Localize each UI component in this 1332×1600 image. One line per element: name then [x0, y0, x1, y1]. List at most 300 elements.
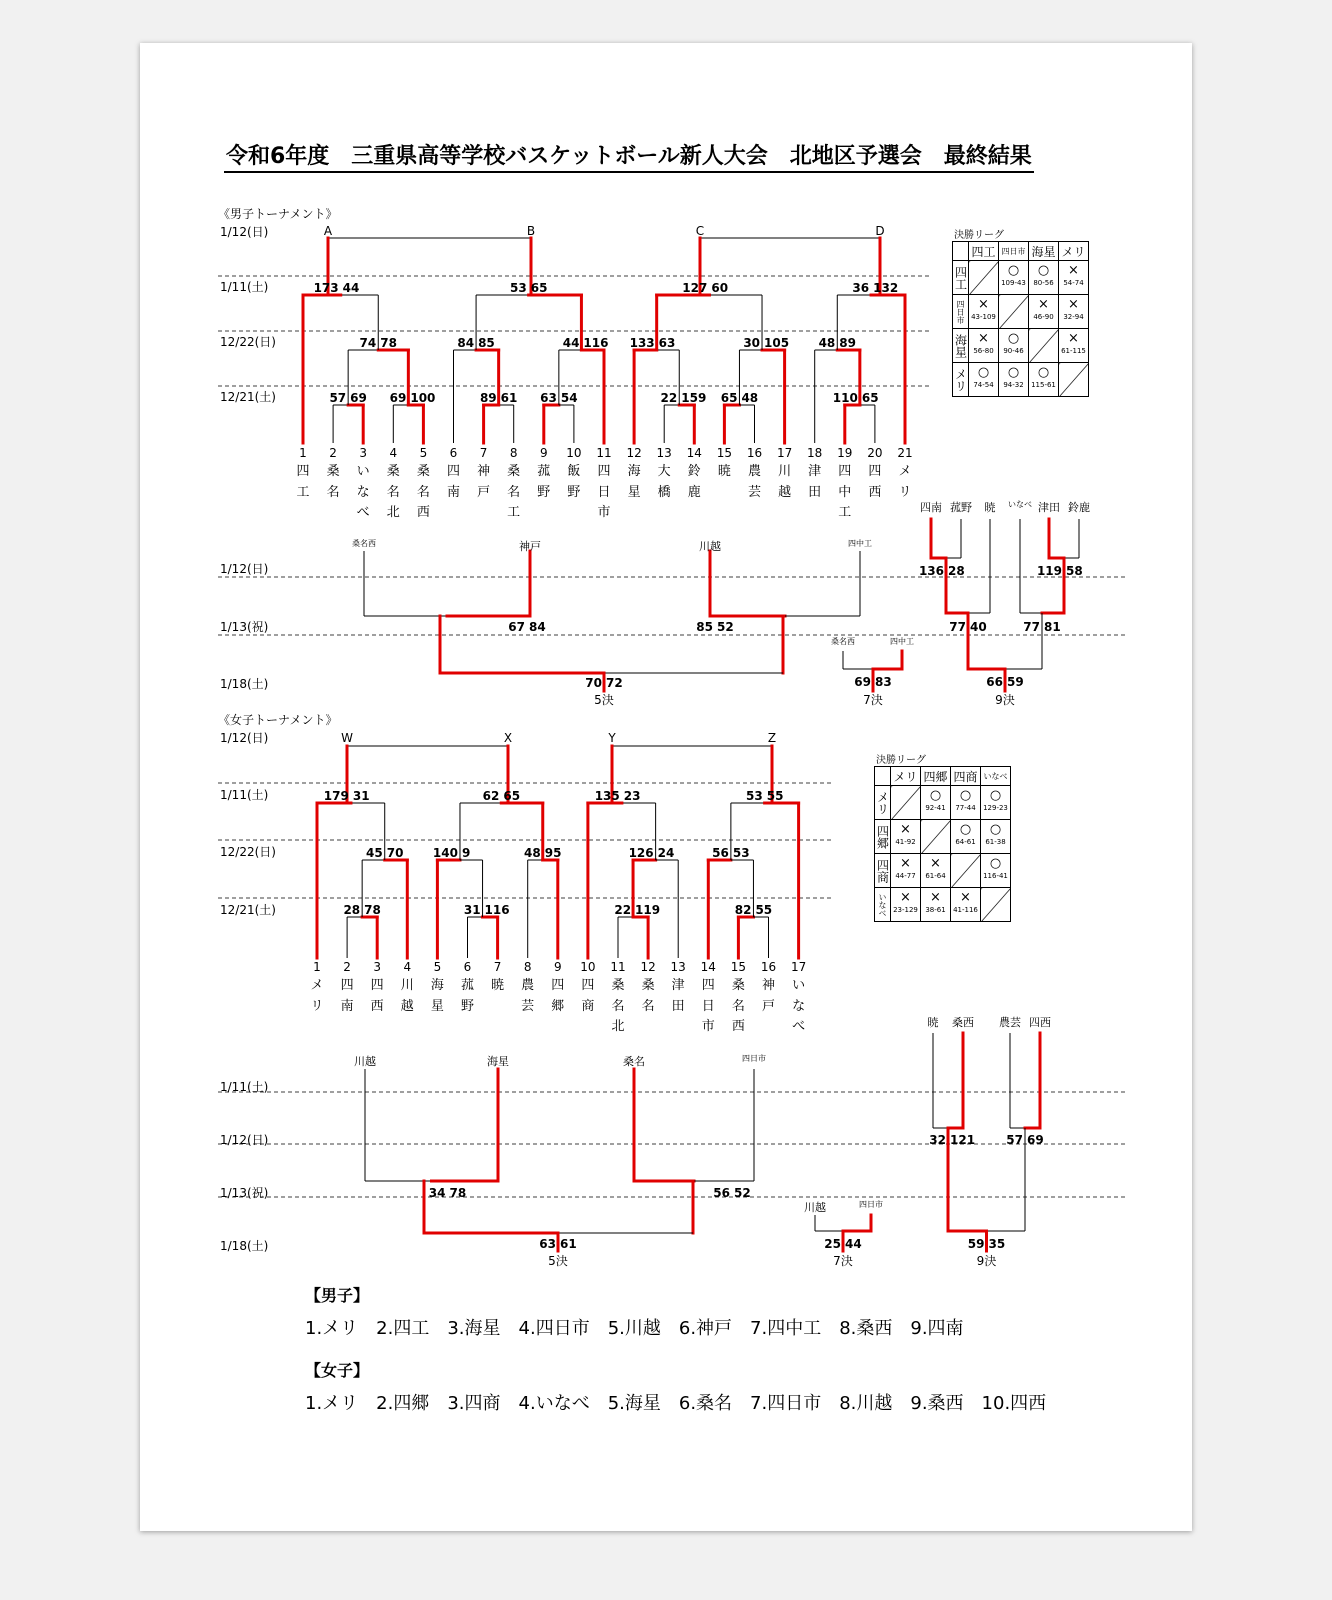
- girls-results-header: 【女子】: [305, 1361, 370, 1380]
- league-cell: [1029, 261, 1059, 295]
- boys-p5-semi-0-score-left: 67: [508, 620, 525, 634]
- boys-r1-1-score-right: 100: [410, 391, 436, 405]
- boys-team-7: 神戸: [477, 464, 491, 500]
- boys-seed-4: 4: [389, 446, 398, 460]
- league-score: 109-43: [1001, 279, 1026, 287]
- league-mark: ×: [900, 890, 911, 905]
- girls-section-label: 《女子トーナメント》: [218, 713, 338, 727]
- boys-p9-r1-1-score-right: 58: [1066, 564, 1083, 578]
- girls-r1-3-score-left: 82: [734, 903, 752, 917]
- league-mark: ○: [959, 822, 972, 837]
- girls-seed-11: 11: [610, 960, 626, 974]
- league-mark: ○: [1007, 263, 1020, 278]
- league-mark: ○: [1007, 331, 1020, 346]
- league-mark: ○: [1037, 365, 1050, 380]
- league-mark: ○: [929, 788, 942, 803]
- boys-r1-5-score-left: 65: [720, 391, 738, 405]
- boys-p9-label: 9決: [995, 693, 1015, 707]
- girls-seed-5: 5: [433, 960, 442, 974]
- boys-r3-2-score-right: 60: [711, 281, 729, 295]
- girls-seed-8: 8: [523, 960, 532, 974]
- boys-r3-2-score-left: 127: [682, 281, 708, 295]
- league-score: 41-116: [953, 906, 978, 914]
- league-diagonal-cell: [891, 786, 921, 820]
- girls-team-6: 菰野: [460, 978, 474, 1014]
- league-score: 56-80: [973, 347, 994, 355]
- boys-r2-0-score-right: 78: [380, 336, 397, 350]
- boys-r3-3-score-left: 36: [852, 281, 870, 295]
- boys-p5-final-score-left: 70: [585, 676, 602, 690]
- league-col-header: 四郷: [921, 767, 951, 786]
- league-score: 80-56: [1033, 279, 1054, 287]
- boys-p9-final-score-right: 59: [1007, 675, 1024, 689]
- girls-seed-17: 17: [790, 960, 807, 974]
- league-score: 92-41: [925, 804, 946, 812]
- league-cell: [951, 820, 981, 854]
- girls-team-4: 川越: [400, 978, 414, 1014]
- league-cell: [1059, 329, 1089, 363]
- girls-league-table: [874, 766, 1011, 922]
- league-score: 32-94: [1063, 313, 1084, 321]
- boys-team-8: 桑名工: [507, 464, 521, 520]
- girls-team-15: 桑名西: [731, 978, 745, 1034]
- girls-team-5: 海星: [430, 978, 444, 1014]
- boys-p5-team-0: 桑名西: [352, 539, 376, 548]
- league-mark: ×: [930, 856, 941, 871]
- boys-seed-2: 2: [329, 446, 337, 460]
- girls-p5-label: 5決: [548, 1254, 568, 1268]
- league-mark: ×: [1038, 297, 1049, 312]
- boys-section-label: 《男子トーナメント》: [218, 207, 338, 221]
- league-cell: [891, 888, 921, 922]
- girls-results-line: 1.メリ 2.四郷 3.四商 4.いなべ 5.海星 6.桑名 7.四日市 8.川越 9.桑西 10.四西: [305, 1393, 1047, 1414]
- boys-date-2: 12/22(日): [220, 335, 276, 349]
- league-col-header: 四商: [951, 767, 981, 786]
- boys-seed-8: 8: [509, 446, 518, 460]
- girls-p5-team-2: 桑名: [623, 1055, 645, 1068]
- girls-block-1: X: [503, 731, 513, 745]
- boys-r1-0-score-right: 69: [350, 391, 367, 405]
- girls-team-8: 農芸: [521, 978, 535, 1014]
- girls-seed-3: 3: [373, 960, 382, 974]
- girls-r3-2-score-left: 135: [594, 789, 620, 803]
- boys-league-title: 決勝リーグ: [954, 230, 1004, 241]
- girls-seed-6: 6: [463, 960, 472, 974]
- boys-seed-12: 12: [626, 446, 642, 460]
- girls-r3-1-score-right: 65: [503, 789, 521, 803]
- boys-seed-19: 19: [837, 446, 853, 460]
- boys-block-0: A: [323, 224, 333, 238]
- boys-r2-1-score-left: 84: [457, 336, 475, 350]
- league-cell: [921, 786, 951, 820]
- boys-p7-team-1: 四中工: [890, 637, 914, 646]
- girls-r3-3-score-left: 53: [746, 789, 763, 803]
- boys-p9-team-3: いなべ: [1008, 500, 1032, 509]
- league-diagonal-cell: [921, 820, 951, 854]
- girls-team-13: 津田: [671, 978, 685, 1014]
- girls-team-1: メリ: [310, 978, 324, 1014]
- girls-team-2: 四南: [340, 978, 354, 1014]
- girls-r1-1-score-left: 31: [463, 903, 481, 917]
- boys-r3-1-score-right: 65: [530, 281, 548, 295]
- boys-team-12: 海星: [627, 464, 641, 500]
- league-cell: [951, 888, 981, 922]
- league-cell: [981, 854, 1011, 888]
- league-cell: [981, 820, 1011, 854]
- league-row-header: 四郷: [875, 820, 891, 854]
- league-col-header: いなべ: [981, 767, 1011, 786]
- league-score: 61-38: [985, 838, 1006, 846]
- league-col-header: 海星: [1029, 242, 1059, 261]
- girls-block-0: W: [341, 731, 353, 745]
- boys-r1-2-score-right: 61: [500, 391, 518, 405]
- girls-r3-2-score-right: 23: [623, 789, 641, 803]
- league-score: 23-129: [893, 906, 918, 914]
- league-score: 116-41: [983, 872, 1008, 880]
- girls-seed-15: 15: [730, 960, 747, 974]
- boys-r2-0-score-left: 74: [359, 336, 377, 350]
- league-cell: [1029, 363, 1059, 397]
- girls-p9-team-0: 暁: [927, 1016, 939, 1029]
- league-col-header: 四工: [969, 242, 999, 261]
- boys-team-9: 菰野: [537, 464, 551, 500]
- girls-p9-r1-0-score-left: 32: [929, 1133, 946, 1147]
- girls-p5-semi-0-score-left: 34: [428, 1186, 446, 1200]
- girls-p7-team-1: 四日市: [859, 1200, 883, 1209]
- boys-r2-4-score-right: 105: [764, 336, 790, 350]
- league-mark: ×: [1068, 331, 1079, 346]
- boys-p9-team-2: 暁: [984, 501, 996, 514]
- league-row-header: いなべ: [875, 888, 891, 922]
- league-corner: [875, 767, 891, 786]
- boys-block-1: B: [526, 224, 536, 238]
- girls-seed-7: 7: [493, 960, 502, 974]
- boys-r2-2-score-left: 44: [562, 336, 580, 350]
- girls-p9-r1-1-score-left: 57: [1006, 1133, 1023, 1147]
- girls-seed-9: 9: [553, 960, 562, 974]
- boys-team-15: 暁: [717, 464, 731, 479]
- boys-p5-final-score-right: 72: [606, 676, 623, 690]
- girls-league-title: 決勝リーグ: [876, 755, 926, 766]
- league-score: 46-90: [1033, 313, 1054, 321]
- girls-date-2: 12/22(日): [220, 845, 276, 859]
- league-row-header: 四商: [875, 854, 891, 888]
- league-score: 94-32: [1003, 381, 1024, 389]
- boys-p5-team-3: 四中工: [848, 539, 872, 548]
- girls-p-date-0: 1/11(土): [220, 1080, 269, 1094]
- league-col-header: 四日市: [999, 242, 1029, 261]
- boys-r2-1-score-right: 85: [478, 336, 495, 350]
- girls-r3-0-score-left: 179: [323, 789, 349, 803]
- girls-seed-13: 13: [670, 960, 686, 974]
- girls-r2-0-score-right: 70: [386, 846, 404, 860]
- girls-block-3: Z: [767, 731, 777, 745]
- league-mark: ○: [1037, 263, 1050, 278]
- girls-p5-team-0: 川越: [354, 1055, 376, 1068]
- boys-p5-team-1: 神戸: [519, 540, 541, 553]
- girls-seed-12: 12: [640, 960, 656, 974]
- league-mark: ○: [959, 788, 972, 803]
- boys-seed-11: 11: [596, 446, 612, 460]
- boys-p5-semi-0-score-right: 84: [529, 620, 546, 634]
- league-corner: [953, 242, 969, 261]
- boys-team-13: 大橋: [657, 464, 671, 500]
- boys-p7-label: 7決: [863, 693, 883, 707]
- boys-r3-0-score-right: 44: [342, 281, 360, 295]
- girls-seed-4: 4: [403, 960, 412, 974]
- boys-r3-3-score-right: 132: [873, 281, 899, 295]
- girls-p9-final-score-left: 59: [967, 1237, 985, 1251]
- girls-team-14: 四日市: [701, 978, 715, 1034]
- girls-p-date-2: 1/13(祝): [220, 1186, 269, 1200]
- league-score: 77-44: [955, 804, 976, 812]
- league-cell: [921, 888, 951, 922]
- girls-p7-final-score-left: 25: [824, 1237, 841, 1251]
- boys-team-3: いなべ: [356, 464, 370, 520]
- boys-r1-5-score-right: 48: [741, 391, 759, 405]
- boys-p9-r2-0-score-left: 77: [949, 620, 966, 634]
- girls-p5-semi-0-score-right: 78: [449, 1186, 467, 1200]
- boys-p9-r1-0-score-right: 28: [948, 564, 965, 578]
- girls-p9-r1-0-score-right: 121: [950, 1133, 976, 1147]
- girls-team-7: 暁: [491, 978, 505, 993]
- league-row-header: メリ: [953, 363, 969, 397]
- league-cell: [999, 261, 1029, 295]
- boys-seed-13: 13: [656, 446, 672, 460]
- girls-seed-1: 1: [313, 960, 321, 974]
- league-score: 44-77: [895, 872, 916, 880]
- girls-p5-semi-1-score-left: 56: [713, 1186, 730, 1200]
- boys-p9-r2-1-score-left: 77: [1023, 620, 1040, 634]
- girls-r2-2-score-right: 95: [544, 846, 562, 860]
- league-diagonal-cell: [999, 295, 1029, 329]
- boys-r1-1-score-left: 69: [389, 391, 407, 405]
- boys-p9-team-0: 四南: [920, 501, 942, 514]
- boys-seed-18: 18: [807, 446, 823, 460]
- league-score: 74-54: [973, 381, 994, 389]
- girls-p5-final-score-right: 61: [560, 1237, 577, 1251]
- boys-r1-4-score-right: 159: [681, 391, 707, 405]
- girls-p-date-3: 1/18(土): [220, 1239, 269, 1253]
- boys-team-1: 四工: [296, 464, 310, 500]
- boys-team-20: 四西: [868, 464, 882, 500]
- girls-p7-final-score-right: 44: [845, 1237, 862, 1251]
- boys-team-4: 桑名北: [386, 464, 400, 520]
- boys-r1-6-score-right: 65: [861, 391, 879, 405]
- league-mark: ○: [1007, 365, 1020, 380]
- boys-team-2: 桑名: [326, 464, 340, 500]
- girls-p9-label: 9決: [976, 1254, 997, 1268]
- boys-seed-14: 14: [686, 446, 702, 460]
- league-score: 54-74: [1063, 279, 1084, 287]
- girls-team-3: 四西: [370, 978, 384, 1014]
- league-mark: ○: [989, 856, 1002, 871]
- league-score: 43-109: [971, 313, 996, 321]
- league-mark: ×: [978, 331, 989, 346]
- boys-p9-r1-1-score-left: 119: [1036, 564, 1062, 578]
- girls-p9-team-2: 農芸: [999, 1016, 1021, 1029]
- boys-p9-r2-0-score-right: 40: [970, 620, 987, 634]
- league-score: 64-61: [955, 838, 976, 846]
- girls-date-3: 12/21(土): [220, 903, 276, 917]
- girls-seed-2: 2: [343, 960, 351, 974]
- boys-p5-semi-1-score-right: 52: [717, 620, 734, 634]
- league-cell: [999, 329, 1029, 363]
- girls-team-17: いなべ: [792, 978, 806, 1034]
- girls-r1-3-score-right: 55: [755, 903, 773, 917]
- league-score: 38-61: [925, 906, 946, 914]
- boys-r3-0-score-left: 173: [313, 281, 339, 295]
- girls-r1-2-score-left: 22: [614, 903, 632, 917]
- boys-p9-team-5: 鈴鹿: [1068, 501, 1090, 514]
- league-mark: ×: [930, 890, 941, 905]
- girls-r2-3-score-right: 24: [657, 846, 675, 860]
- boys-p9-r1-0-score-left: 136: [918, 564, 944, 578]
- girls-seed-10: 10: [580, 960, 596, 974]
- boys-r1-3-score-right: 54: [560, 391, 578, 405]
- boys-r1-2-score-left: 89: [479, 391, 497, 405]
- girls-r2-2-score-left: 48: [524, 846, 541, 860]
- league-mark: ×: [1068, 263, 1079, 278]
- girls-date-1: 1/11(土): [220, 788, 269, 802]
- boys-p7-final-score-right: 83: [875, 675, 892, 689]
- boys-r2-3-score-left: 133: [629, 336, 655, 350]
- boys-seed-15: 15: [716, 446, 733, 460]
- boys-p9-team-4: 津田: [1038, 501, 1060, 514]
- league-cell: [921, 854, 951, 888]
- league-row-header: 海星: [953, 329, 969, 363]
- boys-team-16: 農芸: [747, 464, 761, 500]
- boys-r1-0-score-left: 57: [329, 391, 347, 405]
- league-cell: [999, 363, 1029, 397]
- league-row-header: 四日市: [953, 295, 969, 329]
- boys-seed-5: 5: [419, 446, 428, 460]
- girls-p-date-1: 1/12(日): [220, 1133, 269, 1147]
- league-cell: [891, 820, 921, 854]
- boys-r3-1-score-left: 53: [510, 281, 527, 295]
- girls-block-2: Y: [608, 731, 616, 745]
- league-mark: ○: [989, 788, 1002, 803]
- boys-p9-team-1: 菰野: [950, 501, 972, 514]
- girls-p9-r1-1-score-right: 69: [1027, 1133, 1044, 1147]
- boys-team-6: 四南: [446, 464, 460, 500]
- girls-r1-2-score-right: 119: [635, 903, 661, 917]
- boys-league-table: [952, 241, 1089, 397]
- league-col-header: メリ: [1059, 242, 1089, 261]
- final-standings: [305, 1283, 1046, 1415]
- boys-team-19: 四中工: [838, 464, 852, 520]
- boys-r1-3-score-left: 63: [540, 391, 557, 405]
- page-title: 令和6年度 三重県高等学校バスケットボール新人大会 北地区予選会 最終結果: [224, 139, 1034, 173]
- boys-p-date-1: 1/13(祝): [220, 620, 269, 634]
- league-score: 90-46: [1003, 347, 1024, 355]
- boys-p-date-2: 1/18(土): [220, 677, 269, 691]
- boys-team-17: 川越: [778, 464, 792, 500]
- league-cell: [1059, 261, 1089, 295]
- girls-r1-0-score-left: 28: [343, 903, 361, 917]
- boys-seed-3: 3: [359, 446, 368, 460]
- league-row-header: 四工: [953, 261, 969, 295]
- league-cell: [1059, 295, 1089, 329]
- girls-r2-1-score-left: 140: [432, 846, 458, 860]
- league-diagonal-cell: [969, 261, 999, 295]
- league-score: 61-115: [1061, 347, 1086, 355]
- boys-seed-1: 1: [299, 446, 307, 460]
- league-mark: ○: [977, 365, 990, 380]
- boys-seed-10: 10: [566, 446, 582, 460]
- girls-p5-team-3: 四日市: [742, 1054, 766, 1063]
- league-cell: [891, 854, 921, 888]
- boys-team-5: 桑名西: [416, 464, 430, 520]
- league-score: 115-61: [1031, 381, 1056, 389]
- league-cell: [969, 363, 999, 397]
- boys-p5-team-2: 川越: [699, 540, 721, 553]
- girls-date-0: 1/12(日): [220, 731, 269, 745]
- boys-p7-final-score-left: 69: [854, 675, 871, 689]
- boys-results-line: 1.メリ 2.四工 3.海星 4.四日市 5.川越 6.神戸 7.四中工 8.桑西 9.四南: [305, 1318, 964, 1339]
- boys-p5-semi-1-score-left: 85: [696, 620, 713, 634]
- boys-r2-3-score-right: 63: [658, 336, 676, 350]
- league-cell: [969, 329, 999, 363]
- boys-r2-5-score-left: 48: [818, 336, 836, 350]
- girls-p9-team-3: 四西: [1029, 1016, 1051, 1029]
- league-mark: ×: [900, 822, 911, 837]
- girls-p9-final-score-right: 35: [988, 1237, 1006, 1251]
- boys-seed-7: 7: [479, 446, 488, 460]
- boys-p5-label: 5決: [594, 693, 614, 707]
- girls-r3-0-score-right: 31: [352, 789, 370, 803]
- boys-date-3: 12/21(土): [220, 390, 276, 404]
- girls-r1-1-score-right: 116: [484, 903, 510, 917]
- boys-p9-r2-1-score-right: 81: [1044, 620, 1061, 634]
- league-mark: ○: [989, 822, 1002, 837]
- league-diagonal-cell: [1059, 363, 1089, 397]
- boys-seed-17: 17: [776, 446, 793, 460]
- girls-p5-team-1: 海星: [487, 1055, 509, 1068]
- boys-team-18: 津田: [808, 464, 822, 500]
- girls-r2-3-score-left: 126: [628, 846, 654, 860]
- girls-p9-team-1: 桑西: [952, 1016, 974, 1029]
- girls-r2-4-score-right: 53: [732, 846, 750, 860]
- boys-r2-2-score-right: 116: [583, 336, 609, 350]
- league-cell: [951, 786, 981, 820]
- boys-seed-9: 9: [539, 446, 548, 460]
- league-diagonal-cell: [981, 888, 1011, 922]
- league-diagonal-cell: [1029, 329, 1059, 363]
- girls-p7-label: 7決: [833, 1254, 853, 1268]
- boys-seed-21: 21: [897, 446, 913, 460]
- girls-team-11: 桑名北: [611, 978, 625, 1034]
- girls-p5-semi-1-score-right: 52: [734, 1186, 751, 1200]
- girls-team-10: 四商: [581, 978, 595, 1014]
- league-score: 61-64: [925, 872, 946, 880]
- boys-p-date-0: 1/12(日): [220, 562, 269, 576]
- league-score: 41-92: [895, 838, 916, 846]
- boys-block-3: D: [875, 224, 885, 238]
- girls-p5-final-score-left: 63: [539, 1237, 556, 1251]
- league-cell: [969, 295, 999, 329]
- boys-team-21: メリ: [898, 464, 912, 500]
- girls-r3-1-score-left: 62: [482, 789, 500, 803]
- girls-r1-0-score-right: 78: [364, 903, 381, 917]
- league-mark: ×: [900, 856, 911, 871]
- boys-team-11: 四日市: [597, 464, 611, 520]
- boys-seed-6: 6: [449, 446, 458, 460]
- girls-seed-14: 14: [700, 960, 716, 974]
- league-mark: ×: [960, 890, 971, 905]
- boys-r1-6-score-left: 110: [832, 391, 858, 405]
- girls-r2-4-score-left: 56: [712, 846, 729, 860]
